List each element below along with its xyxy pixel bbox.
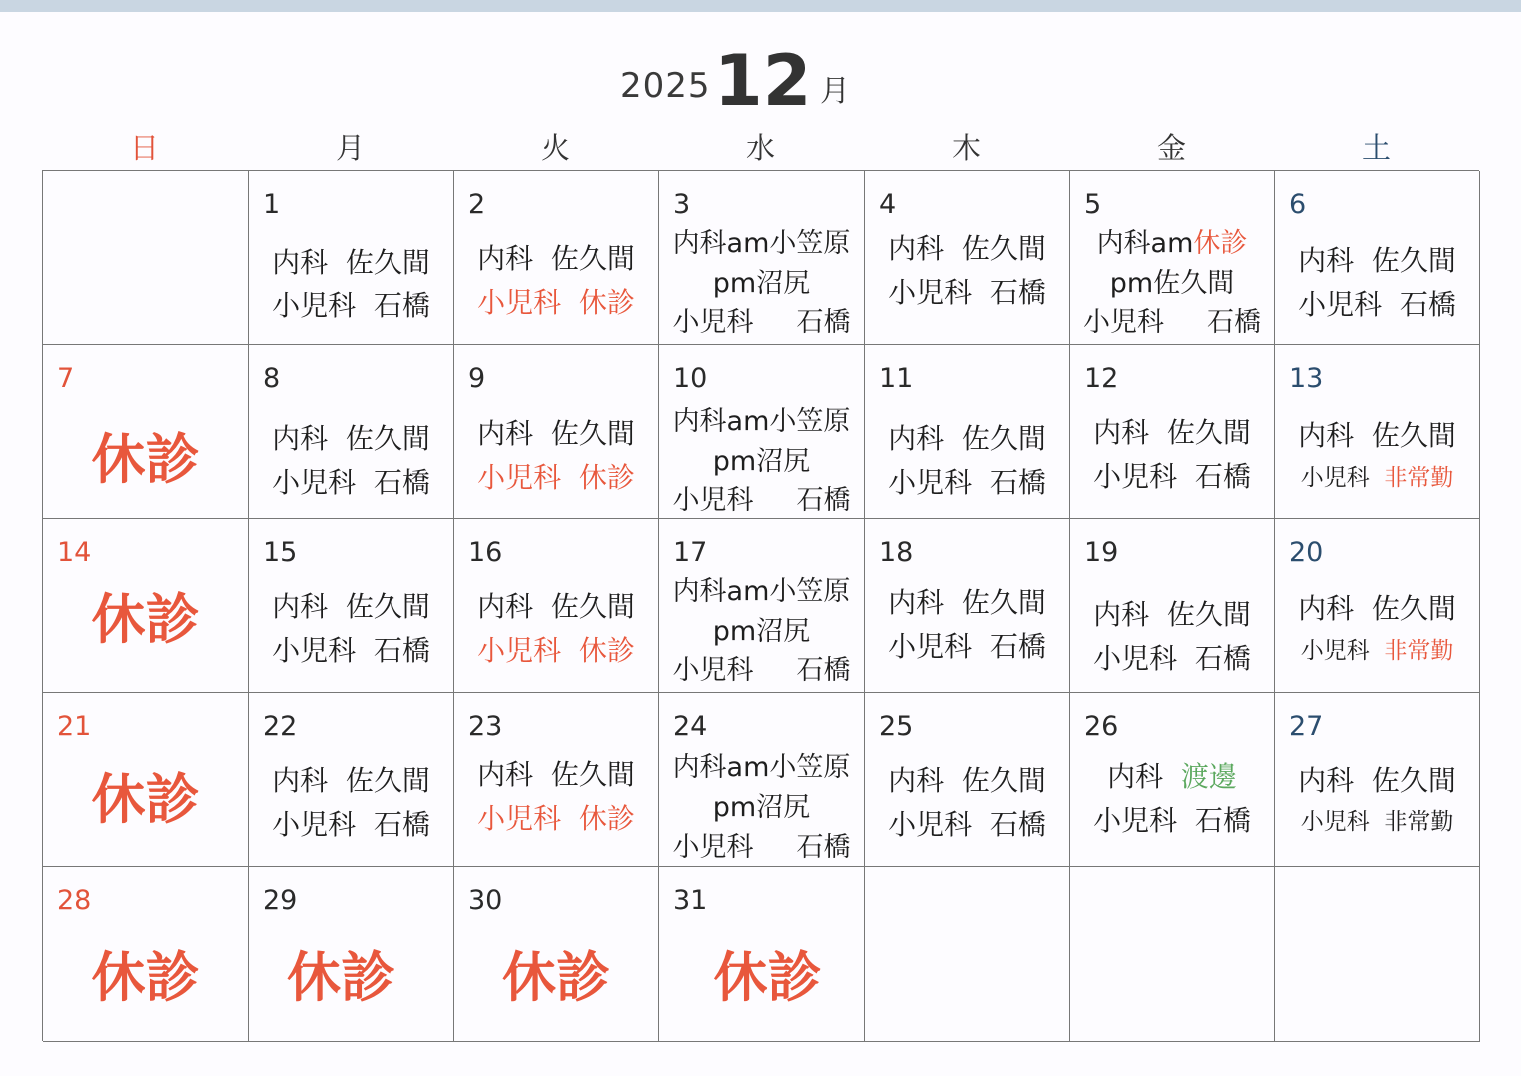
- shonika-line: 小児科 石橋: [672, 832, 851, 863]
- closed-label: 休診: [91, 768, 200, 831]
- pm-line: pm沼尻: [712, 616, 811, 647]
- pm-line: pm沼尻: [712, 792, 811, 823]
- naika-am-line: 内科am小笠原: [672, 752, 851, 783]
- top-bar: [0, 0, 1521, 12]
- year-label: 2025: [620, 66, 711, 106]
- shonika-line: 小児科 石橋: [672, 307, 851, 338]
- calendar-cell-7: [43, 345, 249, 519]
- day-number: 28: [57, 885, 92, 916]
- day-number: 23: [468, 711, 503, 742]
- calendar-cell-4: [865, 171, 1070, 345]
- calendar-cell-12: [1070, 345, 1275, 519]
- day-number: 12: [1084, 363, 1119, 394]
- shonika-closed-line: 小児科 休診: [477, 802, 635, 835]
- calendar-cell-18: [865, 519, 1070, 693]
- calendar-cell-15: [249, 519, 454, 693]
- calendar-cell-1: [249, 171, 454, 345]
- day-number: 27: [1289, 711, 1324, 742]
- calendar-cell-23: [454, 693, 659, 867]
- day-number: 3: [673, 189, 691, 220]
- calendar-cell-19: [1070, 519, 1275, 693]
- day-number: 30: [468, 885, 503, 916]
- shonika-line: 小児科 石橋: [1298, 288, 1456, 321]
- shonika-line: 小児科 石橋: [272, 634, 430, 667]
- day-number: 5: [1084, 189, 1102, 220]
- day-number: 14: [57, 537, 92, 568]
- calendar-cell-20: [1275, 519, 1480, 693]
- day-number: 4: [879, 189, 897, 220]
- pm-line: pm沼尻: [712, 446, 811, 477]
- calendar-cell-10: [659, 345, 865, 519]
- weekday-thu: 木: [951, 131, 981, 165]
- day-number: 1: [263, 189, 281, 220]
- shonika-line: 小児科 石橋: [888, 276, 1046, 309]
- day-number: 16: [468, 537, 503, 568]
- naika-line: 内科 佐久間: [1298, 592, 1456, 625]
- closed-label: 休診: [91, 946, 200, 1009]
- naika-line: 内科 佐久間: [477, 590, 635, 623]
- weekday-tue: 火: [540, 131, 570, 165]
- day-number: 8: [263, 363, 281, 394]
- weekday-wed: 水: [745, 131, 775, 165]
- weekday-header: [42, 126, 1479, 170]
- naika-am-line: 内科am小笠原: [672, 228, 851, 259]
- calendar-cell-empty: [43, 171, 249, 345]
- day-number: 7: [57, 363, 75, 394]
- day-number: 20: [1289, 537, 1324, 568]
- calendar-cell-28: [43, 867, 249, 1042]
- naika-am-line: 内科am休診: [1096, 228, 1248, 259]
- weekday-mon: 月: [335, 131, 365, 165]
- day-number: 26: [1084, 711, 1119, 742]
- naika-line: 内科 佐久間: [272, 246, 430, 279]
- day-number: 6: [1289, 189, 1307, 220]
- naika-line: 内科 佐久間: [1093, 416, 1251, 449]
- naika-line: 内科 佐久間: [1298, 244, 1456, 277]
- naika-line: 内科 佐久間: [1298, 764, 1456, 797]
- calendar-cell-27: [1275, 693, 1480, 867]
- naika-line: 内科 佐久間: [477, 242, 635, 275]
- calendar-cell-16: [454, 519, 659, 693]
- calendar-cell-2: [454, 171, 659, 345]
- day-number: 17: [673, 537, 708, 568]
- naika-line: 内科 佐久間: [272, 590, 430, 623]
- shonika-closed-line: 小児科 休診: [477, 634, 635, 667]
- shonika-line: 小児科 石橋: [272, 808, 430, 841]
- calendar-cell-31: [659, 867, 865, 1042]
- calendar-cell-11: [865, 345, 1070, 519]
- calendar-cell-5: [1070, 171, 1275, 345]
- naika-line: 内科 佐久間: [888, 232, 1046, 265]
- naika-line: 内科 佐久間: [1093, 598, 1251, 631]
- closed-label: 休診: [502, 946, 610, 1009]
- closed-label: 休診: [287, 946, 395, 1009]
- naika-line: 内科 佐久間: [477, 758, 635, 791]
- calendar-cell-9: [454, 345, 659, 519]
- calendar-cell-26: [1070, 693, 1275, 867]
- weekday-sat: 土: [1361, 131, 1391, 165]
- calendar-cell-24: [659, 693, 865, 867]
- day-number: 11: [879, 363, 914, 394]
- shonika-line: 小児科 石橋: [1083, 307, 1261, 338]
- calendar-title: [0, 38, 1521, 122]
- calendar-cell-30: [454, 867, 659, 1042]
- day-number: 22: [263, 711, 298, 742]
- calendar-cell-3: [659, 171, 865, 345]
- calendar-cell-6: [1275, 171, 1480, 345]
- closed-label: 休診: [713, 946, 822, 1009]
- shonika-line: 小児科 石橋: [1093, 804, 1251, 837]
- calendar-cell-empty: [1275, 867, 1480, 1042]
- shonika-line: 小児科 非常勤: [1300, 638, 1454, 664]
- shonika-line: 小児科 非常勤: [1300, 809, 1454, 835]
- day-number: 21: [57, 711, 92, 742]
- month-label: 月: [820, 74, 850, 109]
- shonika-line: 小児科 石橋: [888, 630, 1046, 663]
- month-number: 12: [714, 40, 812, 122]
- naika-line: 内科 佐久間: [272, 422, 430, 455]
- shonika-line: 小児科 石橋: [888, 466, 1046, 499]
- shonika-line: 小児科 石橋: [672, 655, 851, 686]
- calendar-cell-13: [1275, 345, 1480, 519]
- naika-am-line: 内科am小笠原: [672, 576, 851, 607]
- naika-line: 内科 佐久間: [272, 764, 430, 797]
- naika-line: 内科 佐久間: [1298, 419, 1456, 452]
- calendar-cell-25: [865, 693, 1070, 867]
- shonika-line: 小児科 石橋: [1093, 460, 1251, 493]
- calendar-cell-22: [249, 693, 454, 867]
- shonika-line: 小児科 非常勤: [1300, 465, 1454, 491]
- pm-line: pm沼尻: [712, 268, 811, 299]
- calendar-cell-empty: [1070, 867, 1275, 1042]
- day-number: 2: [468, 189, 486, 220]
- shonika-closed-line: 小児科 休診: [477, 286, 635, 319]
- naika-line: 内科 佐久間: [888, 586, 1046, 619]
- shonika-line: 小児科 石橋: [888, 808, 1046, 841]
- calendar-cell-8: [249, 345, 454, 519]
- calendar-grid: [42, 170, 1479, 1041]
- day-number: 29: [263, 885, 298, 916]
- shonika-closed-line: 小児科 休診: [477, 461, 635, 494]
- shonika-line: 小児科 石橋: [272, 466, 430, 499]
- calendar-cell-empty: [865, 867, 1070, 1042]
- day-number: 19: [1084, 537, 1119, 568]
- shonika-line: 小児科 石橋: [1093, 642, 1251, 675]
- day-number: 24: [673, 711, 708, 742]
- calendar-cell-17: [659, 519, 865, 693]
- naika-line: 内科 佐久間: [888, 764, 1046, 797]
- day-number: 31: [673, 885, 708, 916]
- pm-line: pm佐久間: [1109, 268, 1235, 299]
- day-number: 9: [468, 363, 486, 394]
- weekday-fri: 金: [1156, 131, 1186, 165]
- day-number: 10: [673, 363, 708, 394]
- calendar-cell-14: [43, 519, 249, 693]
- naika-line: 内科 渡邊: [1107, 760, 1237, 793]
- shonika-line: 小児科 石橋: [272, 289, 430, 322]
- day-number: 18: [879, 537, 914, 568]
- weekday-sun: 日: [129, 131, 159, 165]
- calendar-cell-29: [249, 867, 454, 1042]
- shonika-line: 小児科 石橋: [672, 485, 851, 516]
- calendar-cell-21: [43, 693, 249, 867]
- day-number: 25: [879, 711, 914, 742]
- day-number: 13: [1289, 363, 1324, 394]
- naika-line: 内科 佐久間: [477, 417, 635, 450]
- naika-am-line: 内科am小笠原: [672, 406, 851, 437]
- naika-line: 内科 佐久間: [888, 422, 1046, 455]
- closed-label: 休診: [91, 588, 200, 651]
- day-number: 15: [263, 537, 298, 568]
- closed-label: 休診: [91, 428, 200, 491]
